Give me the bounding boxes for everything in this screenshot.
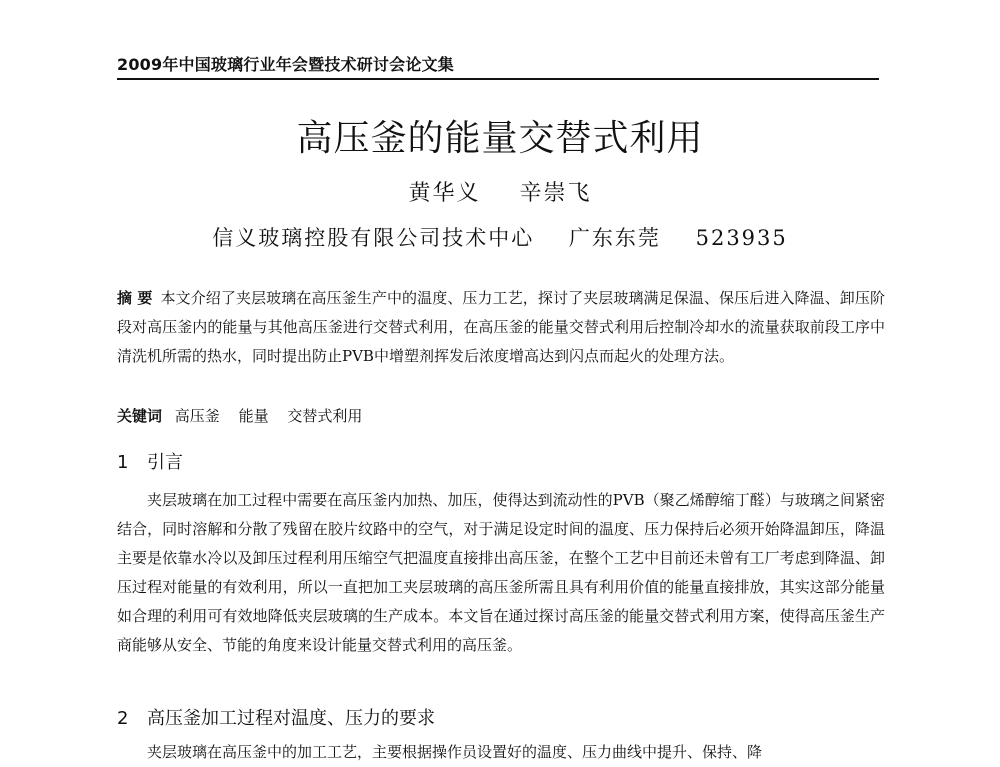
keywords xyxy=(117,402,885,431)
author-list xyxy=(0,176,1000,207)
keyword: 高压釜 xyxy=(174,407,220,425)
abstract-text: 本文介绍了夹层玻璃在高压釜生产中的温度、压力工艺，探讨了夹层玻璃满足保温、保压后进入降温、卸压阶段对高压釜内的能量与其他高压釜进行交替式利用，在高压釜的能量交替式利用后控制冷却水的流量获取前段工序中清洗机所需的热水，同时提出防止PVB中增塑剂挥发后浓度增高达到闪点而起火的处理方法。 xyxy=(117,289,885,365)
header-rule xyxy=(117,78,879,80)
section-number: 2 xyxy=(117,708,129,729)
keyword: 能量 xyxy=(238,407,269,425)
affiliation-org: 信义玻璃控股有限公司技术中心 xyxy=(212,226,535,250)
introduction-paragraph: 夹层玻璃在加工过程中需要在高压釜内加热、加压，使得达到流动性的PVB（聚乙烯醇缩丁醛）与玻璃之间紧密结合，同时溶解和分散了残留在胶片纹路中的空气，对于满足设定时间的温度、压力保持后必须开始降温卸压，降温主要是依靠水冷以及卸压过程利用压缩空气把温度直接排出高压釜，在整个工艺中目前还未曾有工厂考虑到降温、卸压过程对能量的有效利用，所以一直把加工夹层玻璃的高压釜所需且具有利用价值的能量直接排放，其实这部分能量如合理的利用可有效地降低夹层玻璃的生产成本。本文旨在通过探讨高压釜的能量交替式利用方案，使得高压釜生产商能够从安全、节能的角度来设计能量交替式利用的高压釜。 xyxy=(117,491,885,654)
section-title: 高压釜加工过程对温度、压力的要求 xyxy=(147,708,435,729)
keywords-label: 关键词 xyxy=(117,407,163,425)
author-name: 辛崇飞 xyxy=(519,181,592,206)
section-number: 1 xyxy=(117,452,129,473)
section-title: 引言 xyxy=(147,452,183,473)
affiliation xyxy=(0,222,1000,252)
affiliation-location: 广东东莞 xyxy=(568,226,661,250)
author-name: 黄华义 xyxy=(408,181,481,206)
abstract xyxy=(117,284,885,371)
section-2-paragraph: 夹层玻璃在高压釜中的加工工艺，主要根据操作员设置好的温度、压力曲线中提升、保持、降 xyxy=(147,743,763,761)
section-heading-requirements xyxy=(117,704,435,730)
section-heading-introduction xyxy=(117,448,183,474)
affiliation-postcode: 523935 xyxy=(695,226,788,250)
running-header: 2009年中国玻璃行业年会暨技术研讨会论文集 xyxy=(117,55,454,74)
paper-title: 高压釜的能量交替式利用 xyxy=(296,118,704,159)
abstract-label: 摘 要 xyxy=(117,289,153,307)
keyword: 交替式利用 xyxy=(287,407,363,425)
